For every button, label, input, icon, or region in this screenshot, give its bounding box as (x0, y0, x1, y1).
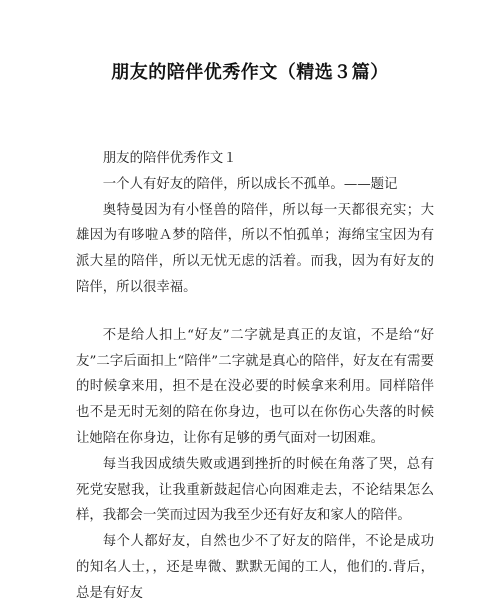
body-paragraph-3: 每当我因成绩失败或遇到挫折的时候在角落了哭，总有死党安慰我，让我重新鼓起信心向困难走去，不论结果怎么样，我都会一笑而过因为我至少还有好友和家人的陪伴。 (76, 456, 434, 524)
body-paragraph-2: 不是给人扣上“好友”二字就是真正的友谊，不是给“好友”二字后面扣上“陪伴”二字就是真心的陪伴，好友在有需要的时候拿来用，担不是在没必要的时候拿来利用。同样陪伴也不是无时无刻的陪在你身边，也可以在你伤心失落的时候让她陪在你身边，让你有足够的勇气面对一切困难。 (76, 327, 434, 446)
epigraph-paragraph: 一个人有好友的陪伴，所以成长不孤单。——题记 (102, 176, 398, 192)
document-body (76, 146, 434, 607)
document-title: 朋友的陪伴优秀作文（精选３篇） (111, 62, 389, 83)
body-paragraph-4: 每个人都好友，自然也少不了好友的陪伴，不论是成功的知名人士，，还是卑微、默默无闻的工人，他们的.背后，总是有好友 (76, 534, 434, 601)
body-paragraph-1: 奥特曼因为有小怪兽的陪伴，所以每一天都很充实；大雄因为有哆啦Ａ梦的陪伴，所以不怕孤单；海绵宝宝因为有派大星的陪伴，所以无忧无虑的活着。而我，因为有好友的陪伴，所以很幸福。 (76, 202, 434, 295)
essay-heading: 朋友的陪伴优秀作文１ (102, 151, 237, 166)
